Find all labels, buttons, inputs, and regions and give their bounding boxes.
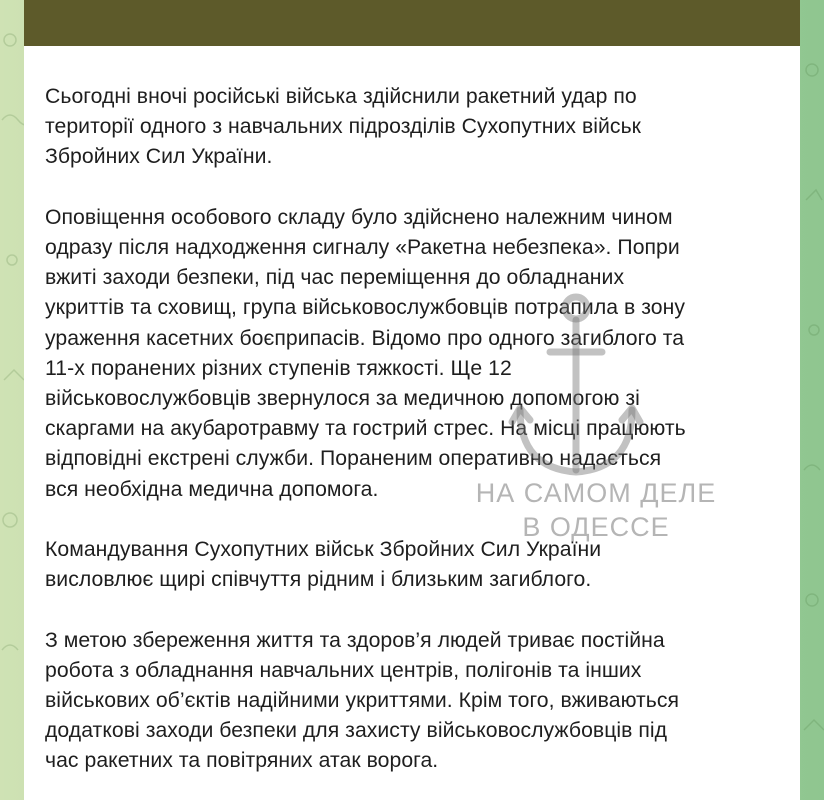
- watermark-line-2: В ОДЕССЕ: [522, 512, 670, 542]
- watermark-line-1: НА САМОМ ДЕЛЕ: [475, 478, 717, 508]
- message-text: [45, 82, 785, 800]
- message-card: [24, 0, 800, 800]
- message-paragraph-2: Оповіщення особового складу було здійснено належним чином одразу після надходження сигналу «Ракетна небезпека». Попри вжиті заходи безпеки, під час переміщення до обладнаних укриттів та сховищ, група військовослужбовців потрапила в зону ураження касетних боєприпасів. Відомо про одного загиблого та 11-х поранених різних ступенів тяжкості. Ще 12 військовослужбовців звернулося за медичною допомогою зі скаргами на акубаротравму та гострий стрес. На місці працюють відповідні екстрені служби. Пораненим оперативно надається вся необхідна медична допомога.: [45, 205, 686, 501]
- message-paragraph-3: Командування Сухопутних військ Збройних Сил України висловлює щирі співчуття рідним і близьким загиблого.: [45, 538, 602, 592]
- message-paragraph-1: Сьогодні вночі російські війська здійснили ракетний удар по території одного з навчальних підрозділів Сухопутних військ Збройних Сил України.: [45, 85, 641, 169]
- media-preview-strip[interactable]: [24, 0, 800, 46]
- message-paragraph-4: З метою збереження життя та здоров’я людей триває постійна робота з обладнання навчальних центрів, полігонів та інших військових об’єктів надійними укриттями. Крім того, вживаються додаткові заходи безпеки для захисту військовослужбовців під час ракетних та повітряних атак ворога.: [45, 628, 680, 773]
